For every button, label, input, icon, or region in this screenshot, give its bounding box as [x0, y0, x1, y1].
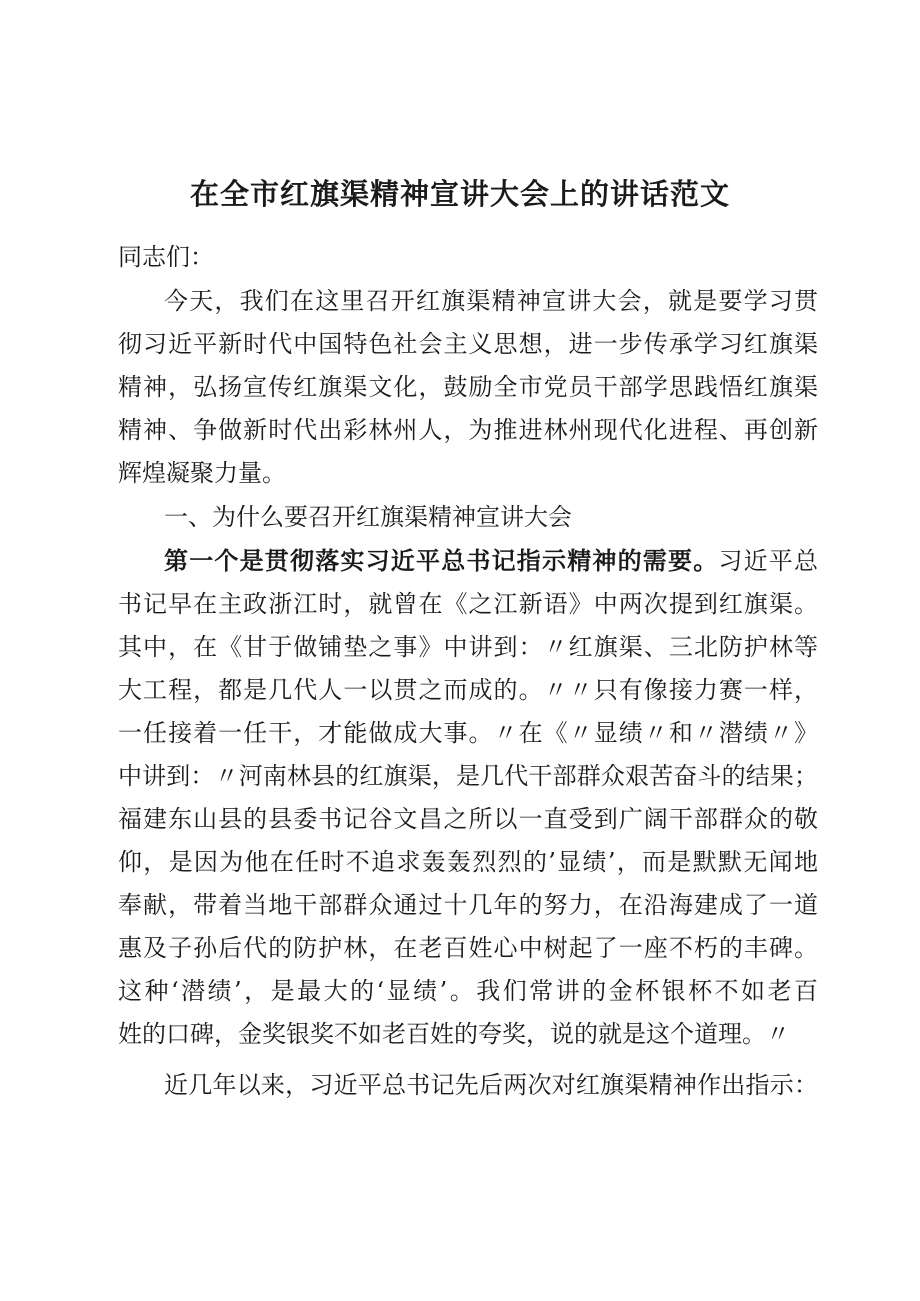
intro-line: 今天，我们在这里召开红旗渠精神宣讲大会，就是要学习贯	[164, 287, 818, 315]
body-line: 奉献，带着当地干部群众通过十几年的努力，在沿海建成了一道	[118, 891, 818, 919]
point1-first-rest: 习近平总	[718, 547, 819, 575]
body-line: 福建东山县的县委书记谷文昌之所以一直受到广阔干部群众的敬	[118, 805, 818, 833]
body-line: 中讲到：〃河南林县的红旗渠，是几代干部群众艰苦奋斗的结果；	[118, 762, 818, 790]
intro-line: 精神，弘扬宣传红旗渠文化，鼓励全市党员干部学思践悟红旗渠	[118, 373, 818, 401]
section-heading: 一、为什么要召开红旗渠精神宣讲大会	[164, 503, 572, 531]
body-line: 近几年以来，习近平总书记先后两次对红旗渠精神作出指示：	[164, 1071, 818, 1099]
intro-line: 辉煌凝聚力量。	[118, 459, 286, 487]
point1-bold-heading: 第一个是贯彻落实习近平总书记指示精神的需要。	[164, 547, 719, 575]
body-line: 仰，是因为他在任时不追求轰轰烈烈的’显绩’，而是默默无闻地	[118, 848, 818, 876]
body-line: 书记早在主政浙江时，就曾在《之江新语》中两次提到红旗渠。	[118, 590, 818, 618]
document-title: 在全市红旗渠精神宣讲大会上的讲话范文	[189, 177, 730, 211]
body-line: 一任接着一任干，才能做成大事。〃在《〃显绩〃和〃潜绩〃》	[118, 719, 818, 747]
body-line: 惠及子孙后代的防护林，在老百姓心中树起了一座不朽的丰碑。	[118, 934, 818, 962]
point1-first-line	[164, 541, 818, 581]
body-line: 其中，在《甘于做铺垫之事》中讲到：〃红旗渠、三北防护林等	[118, 633, 818, 661]
intro-line: 彻习近平新时代中国特色社会主义思想，进一步传承学习红旗渠	[118, 330, 818, 358]
body-line: 大工程，都是几代人一以贯之而成的。〃〃只有像接力赛一样，	[118, 676, 818, 704]
body-line: 姓的口碑，金奖银奖不如老百姓的夸奖，说的就是这个道理。〃	[118, 1020, 790, 1048]
salutation: 同志们：	[118, 243, 214, 271]
body-line: 这种‘潜绩’，是最大的‘显绩’。我们常讲的金杯银杯不如老百	[118, 977, 818, 1005]
intro-line: 精神、争做新时代出彩林州人，为推进林州现代化进程、再创新	[118, 416, 818, 444]
